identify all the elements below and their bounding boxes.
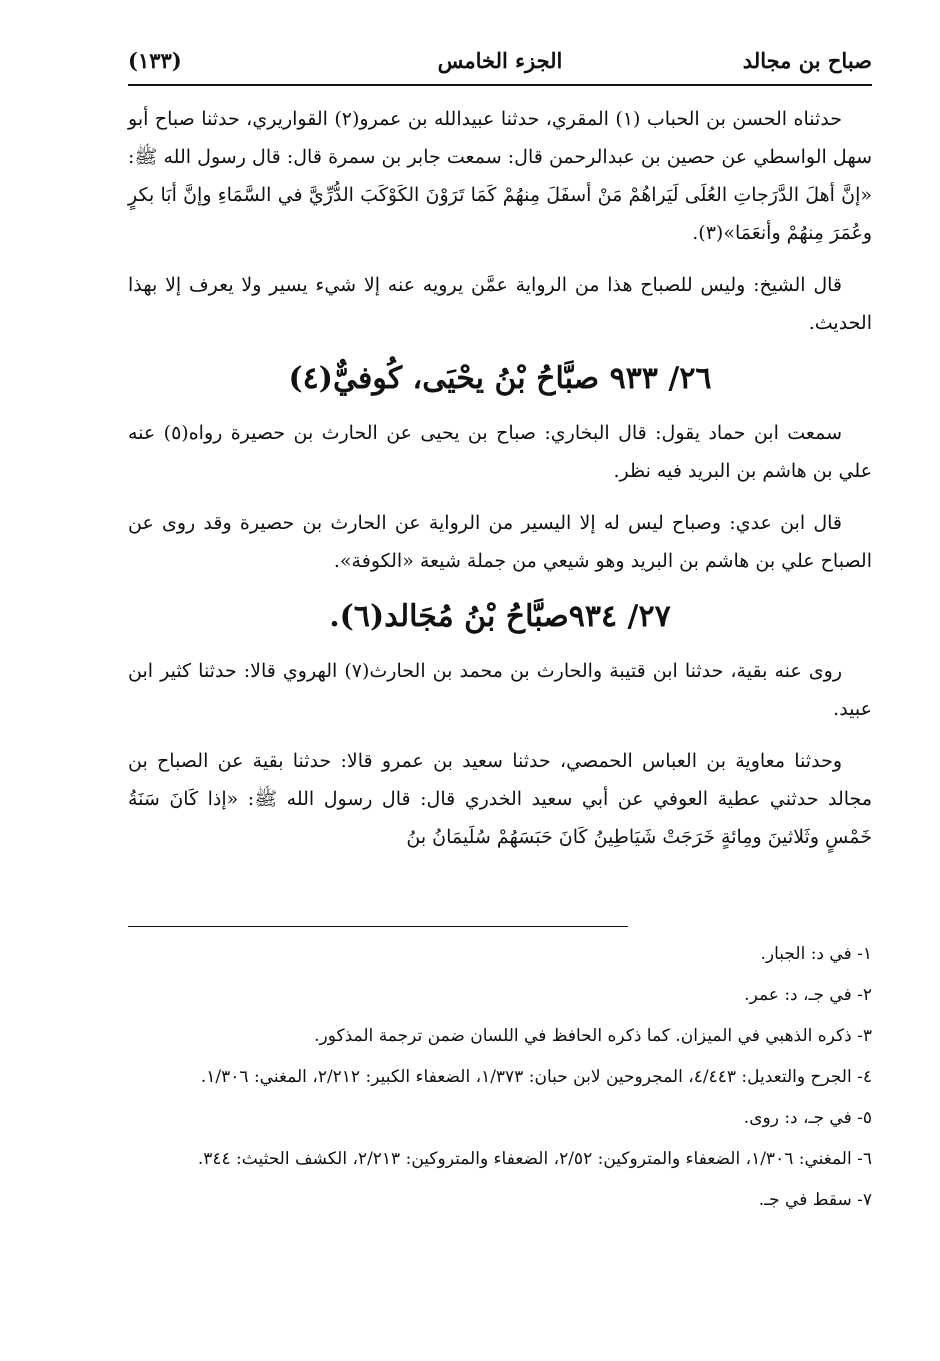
running-header <box>128 38 872 82</box>
footnote-3: ٣- ذكره الذهبي في الميزان. كما ذكره الحافظ في اللسان ضمن ترجمة المذكور. <box>314 1026 872 1046</box>
page-number: (١٣٣) <box>128 47 182 73</box>
footnote-4: ٤- الجرح والتعديل: ٤/٤٤٣، المجروحين لابن حبان: ١/٣٧٣، الضعفاء الكبير: ٢/٢١٢، المغني: ١/٣٠٦. <box>200 1067 872 1087</box>
paragraph-3: سمعت ابن حماد يقول: قال البخاري: صباح بن يحيى عن الحارث بن حصيرة رواه(٥) عنه علي بن هاشم بن البريد فيه نظر. <box>128 422 872 482</box>
footnote-7: ٧- سقط في جـ. <box>758 1190 872 1210</box>
footnotes <box>128 938 872 1225</box>
main-text <box>128 100 872 870</box>
paragraph-2: قال الشيخ: وليس للصباح هذا من الرواية عمَّن يرويه عنه إلا شيء يسير ولا يعرف إلا بهذا الحديث. <box>128 274 872 334</box>
entry-heading-933: ٢٦/ ٩٣٣ صبَّاحُ بْنُ يحْيَى، كُوفيٌّ(٤) <box>288 361 712 396</box>
paragraph-1: حدثناه الحسن بن الحباب (١) المقري، حدثنا عبيدالله بن عمرو(٢) القواريري، حدثنا صباح أبو سهل الواسطي عن حصين بن عبدالرحمن قال: سمعت جابر بن سمرة قال: قال رسول الله ﷺ: «إنَّ أهلَ الدَّرَجاتِ العُلَى لَيَراهُمْ مَنْ أسفَلَ مِنهُمْ كَمَا تَرَوْنَ الكَوْكَبَ الدُّرِّيَّ في السَّمَاءِ وإنَّ أبَا بكرٍ وعُمَرَ مِنهُمْ وأنعَمَا»(٣). <box>128 108 872 244</box>
entry-heading-934: ٢٧/ ٩٣٤صبَّاحُ بْنُ مُجَالد(٦). <box>329 599 671 634</box>
footnote-1: ١- في د: الجبار. <box>760 944 872 964</box>
paragraph-6: وحدثنا معاوية بن العباس الحمصي، حدثنا سعيد بن عمرو قالا: حدثنا بقية عن الصباح بن مجالد حدثني عطية العوفي عن أبي سعيد الخدري قال: قال رسول الله ﷺ: «إذا كَانَ سَنَةُ خَمْسٍ وثَلاثينَ ومِائةٍ خَرَجَتْ شَيَاطِينُ كَانَ حَبَسَهُمْ سُلَيمَانُ بنُ <box>128 750 872 848</box>
header-volume-title: الجزء الخامس <box>437 47 563 73</box>
footnote-divider <box>128 926 628 927</box>
footnote-6: ٦- المغني: ١/٣٠٦، الضعفاء والمتروكين: ٢/٥٢، الضعفاء والمتروكين: ٢/٢١٣، الكشف الحثيث: ٣٤٤. <box>197 1149 872 1169</box>
header-chapter-title: صباح بن مجالد <box>742 47 872 73</box>
paragraph-4: قال ابن عدي: وصباح ليس له إلا اليسير من الرواية عن الحارث بن حصيرة وقد روى عن الصباح علي بن هاشم بن البريد وهو شيعي من جملة شيعة «الكوفة». <box>128 512 872 572</box>
header-divider <box>128 84 872 86</box>
paragraph-5: روى عنه بقية، حدثنا ابن قتيبة والحارث بن محمد بن الحارث(٧) الهروي قالا: حدثنا كثير ابن عبيد. <box>128 660 872 720</box>
footnote-5: ٥- في جـ، د: روى. <box>743 1108 872 1128</box>
footnote-2: ٢- في جـ، د: عمر. <box>744 985 872 1005</box>
